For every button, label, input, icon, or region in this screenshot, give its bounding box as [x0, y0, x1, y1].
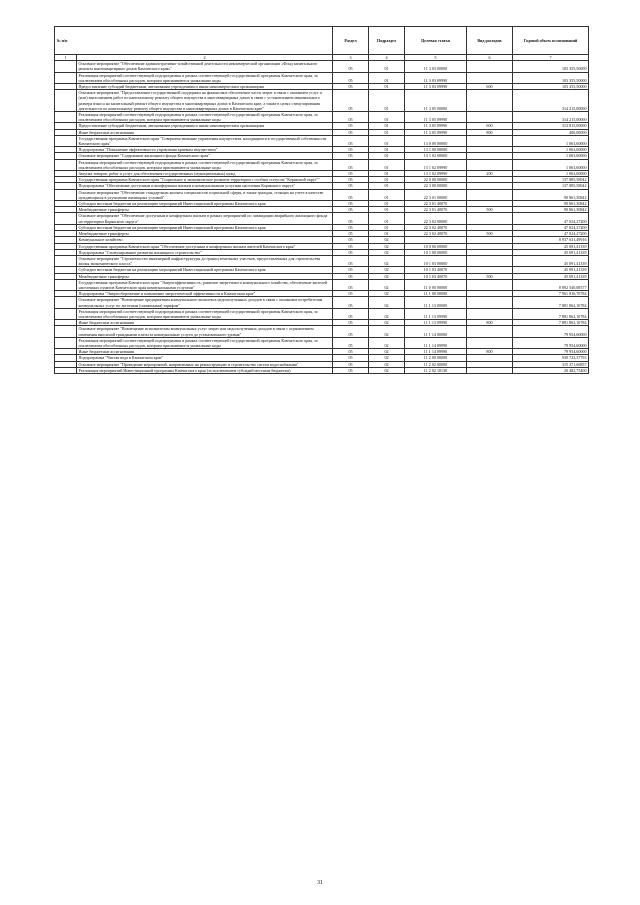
row-index-cell — [55, 135, 77, 146]
row-target-article: 11 2 02 00000 — [405, 361, 467, 367]
table-row — [55, 213, 589, 224]
row-amount: 103 355,50000 — [513, 61, 589, 72]
row-subsection: 01 — [369, 201, 405, 207]
row-index-cell — [55, 90, 77, 112]
header-target-article: Целевая статья — [405, 27, 467, 55]
row-amount: 20 482,75400 — [513, 367, 589, 373]
row-name: Подпрограмма "Обеспечение доступным и комфортным жильем и коммунальными услугами населения Корякского округа" — [77, 183, 333, 189]
row-name: Реализация мероприятий соответствующей подпрограммы в рамках соответствующей государственной программы Камчатского края, за исключением обособленных расходов, которым присваиваются уникальные коды — [77, 308, 333, 319]
row-section: 05 — [333, 273, 369, 279]
row-index-cell — [55, 297, 77, 308]
row-section: 05 — [333, 355, 369, 361]
row-index-cell — [55, 189, 77, 200]
col-number: 3 — [333, 55, 369, 61]
row-expense-type: 800 — [467, 129, 513, 135]
row-subsection: 01 — [369, 112, 405, 123]
row-name: Основное мероприятие "Обеспечение административно-хозяйственной деятельности некоммерческой организации «Фонд капитального ремонта многоквартирных домов Камчатского края»" — [77, 61, 333, 72]
col-number: 5 — [405, 55, 467, 61]
row-subsection: 02 — [369, 291, 405, 297]
row-subsection: 01 — [369, 123, 405, 129]
row-target-article: 11 3 03 09990 — [405, 72, 467, 83]
row-target-article: 11 1 13 00000 — [405, 297, 467, 308]
row-amount: 1 063,60000 — [513, 147, 589, 153]
row-target-article: 11 1 14 09990 — [405, 349, 467, 355]
row-section: 05 — [333, 224, 369, 230]
row-amount: 315 271,66857 — [513, 361, 589, 367]
row-name: Реализация мероприятий соответствующей подпрограммы в рамках соответствующей государственной программы Камчатского края, за исключением обособленных расходов, которым присваиваются уникальные коды — [77, 72, 333, 83]
row-amount: 7 881 862,10784 — [513, 320, 589, 326]
row-amount: 45 091,41339 — [513, 267, 589, 273]
row-target-article: 22 3 01 00000 — [405, 189, 467, 200]
row-subsection: 02 — [369, 326, 405, 337]
row-section: 05 — [333, 297, 369, 308]
row-name: Реализация мероприятий соответствующей подпрограммы в рамках соответствующей государственной программы Камчатского края, за исключением обособленных расходов, которым присваиваются уникальные коды — [77, 337, 333, 348]
row-subsection: 01 — [369, 224, 405, 230]
row-name: Реализация мероприятий соответствующей подпрограммы в рамках соответствующей государственной программы Камчатского края, за исключением обособленных расходов, которым присваиваются уникальные коды — [77, 159, 333, 170]
row-section: 05 — [333, 367, 369, 373]
table-header — [55, 27, 589, 61]
row-amount: 400,00000 — [513, 129, 589, 135]
budget-table — [54, 26, 589, 374]
row-index-cell — [55, 308, 77, 319]
row-target-article: 11 3 03 00000 — [405, 61, 467, 72]
row-subsection: 01 — [369, 135, 405, 146]
row-expense-type — [467, 326, 513, 337]
col-number: 7 — [513, 55, 589, 61]
row-name: Иные бюджетные ассигнования — [77, 129, 333, 135]
row-section: 05 — [333, 337, 369, 348]
row-amount: 47 024,27200 — [513, 213, 589, 224]
row-name: Основное мероприятие "Содержание жилищного фонда Камчатского края" — [77, 153, 333, 159]
row-subsection: 01 — [369, 183, 405, 189]
row-name: Основное мероприятие "Возмещение исполнителям коммунальных услуг затрат или недополученных доходов в связи с ограничением изменения вносимой гражданами платы за коммунальные услуги до установленного уровня" — [77, 326, 333, 337]
row-target-article: 10 1 00 00000 — [405, 249, 467, 255]
row-target-article: 13 0 00 00000 — [405, 135, 467, 146]
row-name: Основное мероприятие "Проведение мероприятий, направленных на реконструкцию и строительство систем водоснабжения" — [77, 361, 333, 367]
header-expense-type: Вид расходов — [467, 27, 513, 55]
table-row — [55, 255, 589, 266]
table-row — [55, 159, 589, 170]
row-subsection: 02 — [369, 361, 405, 367]
row-name: Межбюджетные трансферты — [77, 231, 333, 237]
table-row — [55, 189, 589, 200]
row-subsection: 02 — [369, 237, 405, 243]
row-subsection: 02 — [369, 337, 405, 348]
table-row — [55, 72, 589, 83]
col-number: 6 — [467, 55, 513, 61]
row-section: 05 — [333, 201, 369, 207]
row-amount: 90 861,30842 — [513, 201, 589, 207]
row-expense-type — [467, 72, 513, 83]
row-section: 05 — [333, 135, 369, 146]
table-row — [55, 297, 589, 308]
row-section: 05 — [333, 308, 369, 319]
row-name: Иные бюджетные ассигнования — [77, 320, 333, 326]
row-section: 05 — [333, 326, 369, 337]
row-amount: 7 961 816,70784 — [513, 291, 589, 297]
row-target-article: 11 2 02 10130 — [405, 367, 467, 373]
row-section: 05 — [333, 61, 369, 72]
row-index-cell — [55, 213, 77, 224]
row-section: 05 — [333, 243, 369, 249]
row-subsection: 01 — [369, 129, 405, 135]
row-target-article: 11 3 05 00000 — [405, 90, 467, 112]
table-body — [55, 61, 589, 374]
row-amount: 47 024,27200 — [513, 231, 589, 237]
row-section: 05 — [333, 231, 369, 237]
row-target-article: 11 1 14 00000 — [405, 326, 467, 337]
row-section: 05 — [333, 123, 369, 129]
row-index-cell — [55, 337, 77, 348]
row-target-article: 22 3 01 40070 — [405, 201, 467, 207]
table-row — [55, 90, 589, 112]
row-expense-type: 200 — [467, 171, 513, 177]
row-name: Государственная программа Камчатского края "Социальное и экономическое развитие территории с особым статусом "Корякский округ"" — [77, 177, 333, 183]
row-name: Реализация мероприятий Инвестиционной программы Камчатского края (за исключением субсидий местным бюджетам) — [77, 367, 333, 373]
row-name: Государственная программа Камчатского края "Энергоэффективность, развитие энергетики и коммунального хозяйства, обеспечение жителей населенных пунктов Камчатского края коммунальными услугами" — [77, 279, 333, 290]
row-expense-type: 600 — [467, 84, 513, 90]
row-expense-type — [467, 213, 513, 224]
row-section: 05 — [333, 349, 369, 355]
header-annual-volume: Годовой объем ассигнований — [513, 27, 589, 55]
row-section: 05 — [333, 153, 369, 159]
row-name: Подпрограмма "Стимулирование развития жилищного строительства" — [77, 249, 333, 255]
row-target-article: 10 1 03 00000 — [405, 255, 467, 266]
row-amount: 8 937 631,49916 — [513, 237, 589, 243]
row-name: Реализация мероприятий соответствующей подпрограммы в рамках соответствующей государственной программы Камчатского края, за исключением обособленных расходов, которым присваиваются уникальные коды — [77, 112, 333, 123]
row-section: 05 — [333, 361, 369, 367]
row-name: Основное мероприятие "Строительство инженерной инфраструктуры до границ земельных участков, предоставленных для строительства жилья экономического класса" — [77, 255, 333, 266]
header-row-number: № п/п — [55, 27, 333, 55]
row-name: Государственная программа Камчатского края "Обеспечение доступным и комфортным жильем жителей Камчатского края" — [77, 243, 333, 249]
row-subsection: 01 — [369, 189, 405, 200]
row-name: Закупка товаров, работ и услуг для обеспечения государственных (муниципальных) нужд — [77, 171, 333, 177]
row-target-article: 11 3 05 09990 — [405, 129, 467, 135]
row-target-article: 10 0 00 00000 — [405, 243, 467, 249]
row-name: Подпрограмма "Энергосбережение и повышение энергетической эффективности в Камчатском крае" — [77, 291, 333, 297]
row-expense-type: 500 — [467, 273, 513, 279]
row-target-article: 13 1 00 00000 — [405, 147, 467, 153]
row-amount: 103 355,50000 — [513, 84, 589, 90]
row-section: 05 — [333, 291, 369, 297]
row-subsection: 01 — [369, 213, 405, 224]
row-target-article: 13 1 02 09990 — [405, 171, 467, 177]
row-name: Основное мероприятие "Предоставление государственной поддержки на финансовое обеспечение части затрат в связи с оказанием услуг и (или) выполнением работ по капитальному ремонту общего имущества в многоквартирных домах в связи с установлением минимального размера взноса на капитальный ремонт общего имущества в многоквартирных домах в Камчатском крае, а также в целях стимулирования деятельности по капитальному ремонту общего имущества в многоквартирных домах в Камчатском крае" — [77, 90, 333, 112]
row-subsection: 02 — [369, 255, 405, 266]
row-subsection: 02 — [369, 355, 405, 361]
row-name: Субсидии местным бюджетам на реализацию мероприятий Инвестиционной программы Камчатского края — [77, 224, 333, 230]
row-amount: 47 024,27200 — [513, 224, 589, 230]
table-row — [55, 337, 589, 348]
row-section: 05 — [333, 171, 369, 177]
row-target-article: 11 1 14 09990 — [405, 337, 467, 348]
row-amount: 45 091,41339 — [513, 273, 589, 279]
row-name: Государственная программа Камчатского края "Совершенствование управления имуществом, находящимся в государственной собственности Камчатского края" — [77, 135, 333, 146]
row-amount: 137 885,58042 — [513, 183, 589, 189]
row-target-article: 22 3 00 00000 — [405, 183, 467, 189]
row-subsection: 01 — [369, 90, 405, 112]
row-target-article: 11 1 00 00000 — [405, 291, 467, 297]
row-index-cell — [55, 112, 77, 123]
row-subsection: 01 — [369, 207, 405, 213]
table-row — [55, 112, 589, 123]
row-amount: 7 881 862,10784 — [513, 308, 589, 319]
row-section: 05 — [333, 237, 369, 243]
row-expense-type: 600 — [467, 123, 513, 129]
row-expense-type — [467, 297, 513, 308]
row-expense-type — [467, 255, 513, 266]
col-number: 2 — [77, 55, 333, 61]
row-section: 05 — [333, 183, 369, 189]
row-name: Коммунальное хозяйство — [77, 237, 333, 243]
row-expense-type: 500 — [467, 231, 513, 237]
row-target-article: 13 1 02 09990 — [405, 159, 467, 170]
row-target-article: 22 3 02 00000 — [405, 213, 467, 224]
row-section: 05 — [333, 189, 369, 200]
row-amount: 1 063,60000 — [513, 135, 589, 146]
row-amount: 79 954,60000 — [513, 326, 589, 337]
row-subsection: 02 — [369, 273, 405, 279]
row-amount: 7 881 862,10784 — [513, 297, 589, 308]
row-expense-type — [467, 159, 513, 170]
row-target-article: 22 3 02 40070 — [405, 231, 467, 237]
row-section: 05 — [333, 84, 369, 90]
col-number: 1 — [55, 55, 77, 61]
row-subsection: 02 — [369, 320, 405, 326]
row-target-article: 11 3 05 09990 — [405, 112, 467, 123]
row-target-article: 11 0 00 00000 — [405, 279, 467, 290]
row-amount: 1 063,60000 — [513, 153, 589, 159]
row-target-article: 10 1 03 40070 — [405, 273, 467, 279]
row-expense-type — [467, 279, 513, 290]
row-section: 05 — [333, 129, 369, 135]
row-name: Межбюджетные трансферты — [77, 273, 333, 279]
row-section: 05 — [333, 90, 369, 112]
table-row — [55, 308, 589, 319]
row-section: 05 — [333, 213, 369, 224]
header-subsection: Подраздел — [369, 27, 405, 55]
row-subsection: 02 — [369, 279, 405, 290]
row-target-article: 13 1 02 00000 — [405, 153, 467, 159]
header-section: Раздел — [333, 27, 369, 55]
row-expense-type — [467, 189, 513, 200]
row-target-article: 11 3 05 09990 — [405, 123, 467, 129]
row-name: Подпрограмма "Чистая вода в Камчатском крае" — [77, 355, 333, 361]
row-target-article: 11 1 13 09990 — [405, 308, 467, 319]
row-subsection: 01 — [369, 231, 405, 237]
row-expense-type — [467, 112, 513, 123]
row-subsection: 02 — [369, 349, 405, 355]
row-expense-type — [467, 337, 513, 348]
row-amount: 1 063,60000 — [513, 159, 589, 170]
row-subsection: 01 — [369, 153, 405, 159]
row-amount: 90 861,30842 — [513, 189, 589, 200]
row-section: 05 — [333, 112, 369, 123]
row-name: Предоставление субсидий бюджетным, автономным учреждениям и иным некоммерческим организациям — [77, 84, 333, 90]
row-amount: 103 355,50000 — [513, 72, 589, 83]
row-index-cell — [55, 326, 77, 337]
row-amount: 1 063,60000 — [513, 171, 589, 177]
row-index-cell — [55, 61, 77, 72]
row-expense-type: 800 — [467, 320, 513, 326]
row-subsection: 01 — [369, 177, 405, 183]
row-amount: 45 091,41339 — [513, 249, 589, 255]
row-expense-type — [467, 367, 513, 373]
row-expense-type — [467, 308, 513, 319]
row-index-cell — [55, 72, 77, 83]
row-name: Межбюджетные трансферты — [77, 207, 333, 213]
row-amount: 137 885,58042 — [513, 177, 589, 183]
row-target-article: 22 3 02 40070 — [405, 224, 467, 230]
row-subsection: 02 — [369, 367, 405, 373]
row-subsection: 02 — [369, 249, 405, 255]
row-section: 05 — [333, 255, 369, 266]
row-name: Основное мероприятие "Возмещение предприятиям коммунального комплекса недополученных доходов в связи с оказанием потребителям коммунальных услуг по льготным (сниженным) тарифам" — [77, 297, 333, 308]
row-subsection: 02 — [369, 243, 405, 249]
table-row — [55, 326, 589, 337]
row-expense-type: 500 — [467, 207, 513, 213]
col-number: 4 — [369, 55, 405, 61]
row-subsection: 02 — [369, 308, 405, 319]
row-amount: 45 091,41339 — [513, 243, 589, 249]
row-amount: 90 861,30842 — [513, 207, 589, 213]
row-target-article: 11 3 03 09990 — [405, 84, 467, 90]
row-name: Субсидии местным бюджетам на реализацию мероприятий Инвестиционной программы Камчатского края — [77, 201, 333, 207]
row-target-article: 22 0 00 00000 — [405, 177, 467, 183]
row-expense-type — [467, 90, 513, 112]
row-section: 05 — [333, 207, 369, 213]
row-section: 05 — [333, 147, 369, 153]
row-subsection: 01 — [369, 171, 405, 177]
table-row — [55, 135, 589, 146]
row-name: Подпрограмма "Повышение эффективности управления краевым имуществом" — [77, 147, 333, 153]
row-name: Основное мероприятие "Обеспечение стандартным жильем специалистов социальной сферы, в также граждан, стоящих на учете в качестве нуждающихся в улучшении жилищных условий" — [77, 189, 333, 200]
row-section: 05 — [333, 177, 369, 183]
row-name: Предоставление субсидий бюджетным, автономным учреждениям и иным некоммерческим организациям — [77, 123, 333, 129]
page-number: 31 — [317, 880, 323, 886]
row-section: 05 — [333, 159, 369, 170]
row-subsection: 02 — [369, 267, 405, 273]
row-section: 05 — [333, 72, 369, 83]
row-section: 05 — [333, 249, 369, 255]
row-expense-type: 800 — [467, 349, 513, 355]
row-amount: 79 954,60000 — [513, 349, 589, 355]
row-index-cell — [55, 255, 77, 266]
row-expense-type — [467, 135, 513, 146]
row-subsection: 01 — [369, 84, 405, 90]
row-target-article: 11 2 00 00000 — [405, 355, 467, 361]
row-amount: 79 954,60000 — [513, 337, 589, 348]
row-subsection: 01 — [369, 147, 405, 153]
row-amount: 45 091,41339 — [513, 255, 589, 266]
row-section: 05 — [333, 279, 369, 290]
row-name: Иные бюджетные ассигнования — [77, 349, 333, 355]
row-section: 05 — [333, 320, 369, 326]
row-subsection: 01 — [369, 72, 405, 83]
row-index-cell — [55, 279, 77, 290]
budget-table-sheet — [54, 26, 588, 374]
row-name: Основное мероприятие "Обеспечение доступным и комфортным жильем в рамках мероприятий по ликвидации аварийного жилищного фонда на территории Корякского округа" — [77, 213, 333, 224]
table-row — [55, 279, 589, 290]
row-section: 05 — [333, 267, 369, 273]
row-index-cell — [55, 159, 77, 170]
row-subsection: 01 — [369, 159, 405, 170]
row-amount: 930 723,37793 — [513, 355, 589, 361]
row-subsection: 01 — [369, 61, 405, 72]
row-target-article: 22 3 01 40070 — [405, 207, 467, 213]
row-amount: 8 892 540,08577 — [513, 279, 589, 290]
table-row — [55, 61, 589, 72]
row-name: Субсидии местным бюджетам на реализацию мероприятий Инвестиционной программы Камчатского края — [77, 267, 333, 273]
row-index-cell — [55, 367, 77, 373]
row-subsection: 02 — [369, 297, 405, 308]
row-target-article: 11 1 13 09990 — [405, 320, 467, 326]
row-target-article: 10 1 03 40070 — [405, 267, 467, 273]
row-amount: 314 215,00000 — [513, 90, 589, 112]
row-expense-type — [467, 61, 513, 72]
row-amount: 314 215,00000 — [513, 112, 589, 123]
row-amount: 313 815,00000 — [513, 123, 589, 129]
table-row — [55, 367, 589, 373]
